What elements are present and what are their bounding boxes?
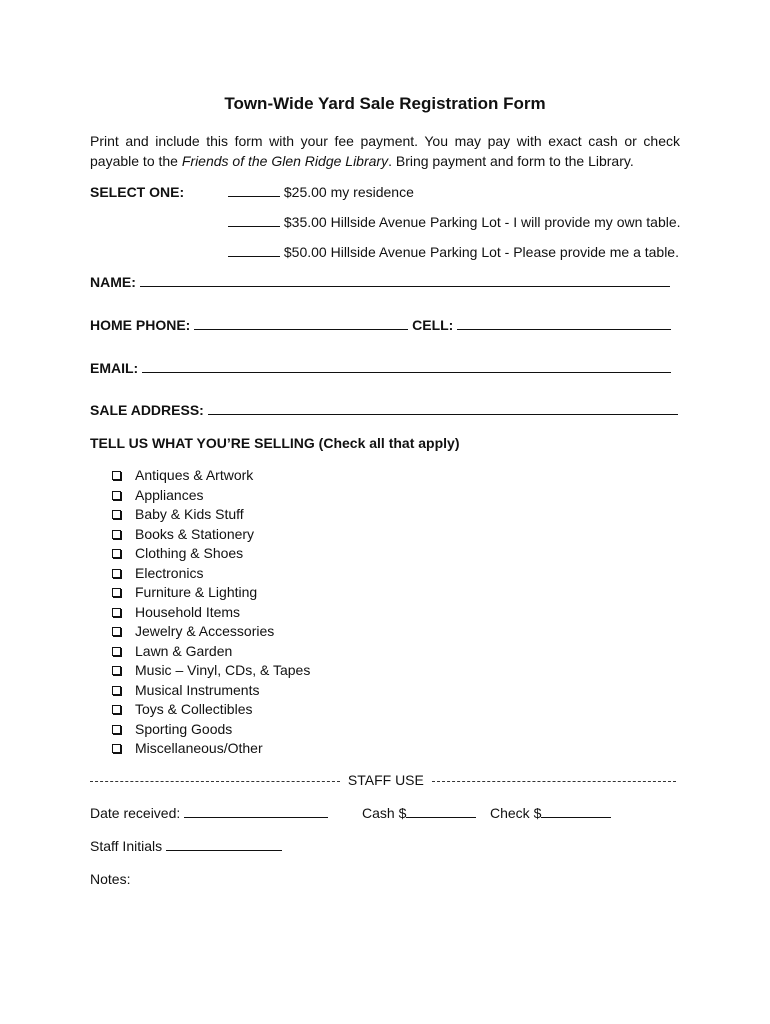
email-row: [90, 360, 671, 376]
intro-paragraph: [90, 131, 680, 171]
checkbox-icon[interactable]: [112, 666, 121, 675]
checkbox-icon[interactable]: [112, 686, 121, 695]
checkbox-icon[interactable]: [112, 627, 121, 636]
item-label: Music – Vinyl, CDs, & Tapes: [135, 662, 311, 678]
cell-field[interactable]: [457, 317, 671, 330]
option-lot-own-table[interactable]: [228, 214, 681, 230]
list-item[interactable]: [112, 661, 310, 681]
list-item[interactable]: [112, 720, 310, 740]
date-received-label: Date received:: [90, 805, 181, 821]
checkbox-icon[interactable]: [112, 569, 121, 578]
selling-checklist: [112, 466, 310, 759]
checkbox-icon[interactable]: [112, 608, 121, 617]
item-label: Electronics: [135, 564, 204, 581]
name-label: NAME:: [90, 274, 136, 290]
item-label: Clothing & Shoes: [135, 545, 244, 561]
checkbox-icon[interactable]: [112, 705, 121, 714]
item-label: Baby & Kids Stuff: [135, 506, 244, 522]
home-phone-field[interactable]: [194, 317, 408, 330]
intro-text-2: . Bring payment and form to the Library.: [388, 153, 634, 169]
item-label: Lawn & Garden: [135, 642, 233, 659]
date-received-field[interactable]: [184, 805, 328, 818]
item-label: Jewelry & Accessories: [135, 623, 275, 639]
list-item[interactable]: [112, 583, 310, 603]
staff-use-divider: [90, 772, 680, 788]
phone-row: [90, 317, 671, 333]
option-lot-provided-table-blank[interactable]: [228, 244, 280, 257]
staff-initials-field[interactable]: [166, 838, 282, 851]
cell-label: CELL:: [412, 317, 454, 333]
option-residence-blank[interactable]: [228, 184, 280, 197]
list-item[interactable]: [112, 681, 310, 701]
item-label: Household Items: [135, 603, 241, 620]
list-item[interactable]: [112, 466, 310, 486]
intro-library-name: Friends of the Glen Ridge Library: [181, 153, 389, 169]
checkbox-icon[interactable]: [112, 510, 121, 519]
selling-heading: TELL US WHAT YOU’RE SELLING (Check all that apply): [90, 435, 460, 451]
list-item[interactable]: [112, 525, 310, 545]
check-label: Check $: [490, 805, 542, 821]
list-item[interactable]: [112, 603, 310, 623]
staff-use-label: STAFF USE: [347, 772, 424, 788]
list-item[interactable]: [112, 544, 310, 564]
cash-field[interactable]: [406, 805, 476, 818]
list-item[interactable]: [112, 564, 310, 584]
list-item[interactable]: [112, 642, 310, 662]
sale-address-label: SALE ADDRESS:: [90, 402, 204, 418]
staff-initials-row: [90, 838, 282, 854]
divider-line-left: [90, 781, 340, 782]
list-item[interactable]: [112, 739, 310, 759]
form-title: Town-Wide Yard Sale Registration Form: [224, 94, 546, 113]
item-label: Musical Instruments: [135, 681, 260, 698]
date-received-row: [90, 805, 328, 821]
staff-initials-label: Staff Initials: [90, 838, 163, 854]
checkbox-icon[interactable]: [112, 647, 121, 656]
option-residence[interactable]: [228, 184, 414, 200]
item-label: Sporting Goods: [135, 720, 233, 737]
select-one-label: SELECT ONE:: [90, 184, 185, 200]
item-label: Furniture & Lighting: [135, 584, 258, 600]
option-lot-own-table-text: $35.00 Hillside Avenue Parking Lot - I will provide my own table.: [283, 214, 681, 230]
checkbox-icon[interactable]: [112, 471, 121, 480]
checkbox-icon[interactable]: [112, 491, 121, 500]
list-item[interactable]: [112, 700, 310, 720]
option-lot-provided-table-text: $50.00 Hillside Avenue Parking Lot - Please provide me a table.: [283, 244, 679, 260]
check-row: [490, 805, 611, 821]
checkbox-icon[interactable]: [112, 725, 121, 734]
name-row: [90, 274, 670, 290]
checkbox-icon[interactable]: [112, 744, 121, 753]
sale-address-field[interactable]: [208, 402, 678, 415]
checkbox-icon[interactable]: [112, 530, 121, 539]
option-lot-provided-table[interactable]: [228, 244, 679, 260]
item-label: Miscellaneous/Other: [135, 740, 263, 756]
list-item[interactable]: [112, 505, 310, 525]
option-residence-text: $25.00 my residence: [283, 184, 414, 200]
sale-address-row: [90, 402, 678, 418]
item-label: Antiques & Artwork: [135, 467, 254, 483]
home-phone-label: HOME PHONE:: [90, 317, 191, 333]
checkbox-icon[interactable]: [112, 588, 121, 597]
item-label: Appliances: [135, 486, 204, 503]
email-field[interactable]: [142, 360, 671, 373]
cash-label: Cash $: [362, 805, 407, 821]
item-label: Books & Stationery: [135, 525, 255, 542]
checkbox-icon[interactable]: [112, 549, 121, 558]
intro-text-1: Print and include this form with your fee payment. You may pay with exact cash or check payable to the: [90, 133, 680, 169]
divider-line-right: [432, 781, 676, 782]
notes-label: Notes:: [90, 871, 131, 887]
email-label: EMAIL:: [90, 360, 139, 376]
list-item[interactable]: [112, 622, 310, 642]
cash-row: [362, 805, 476, 821]
check-field[interactable]: [541, 805, 611, 818]
list-item[interactable]: [112, 486, 310, 506]
name-field[interactable]: [140, 274, 670, 287]
option-lot-own-table-blank[interactable]: [228, 214, 280, 227]
item-label: Toys & Collectibles: [135, 701, 253, 717]
